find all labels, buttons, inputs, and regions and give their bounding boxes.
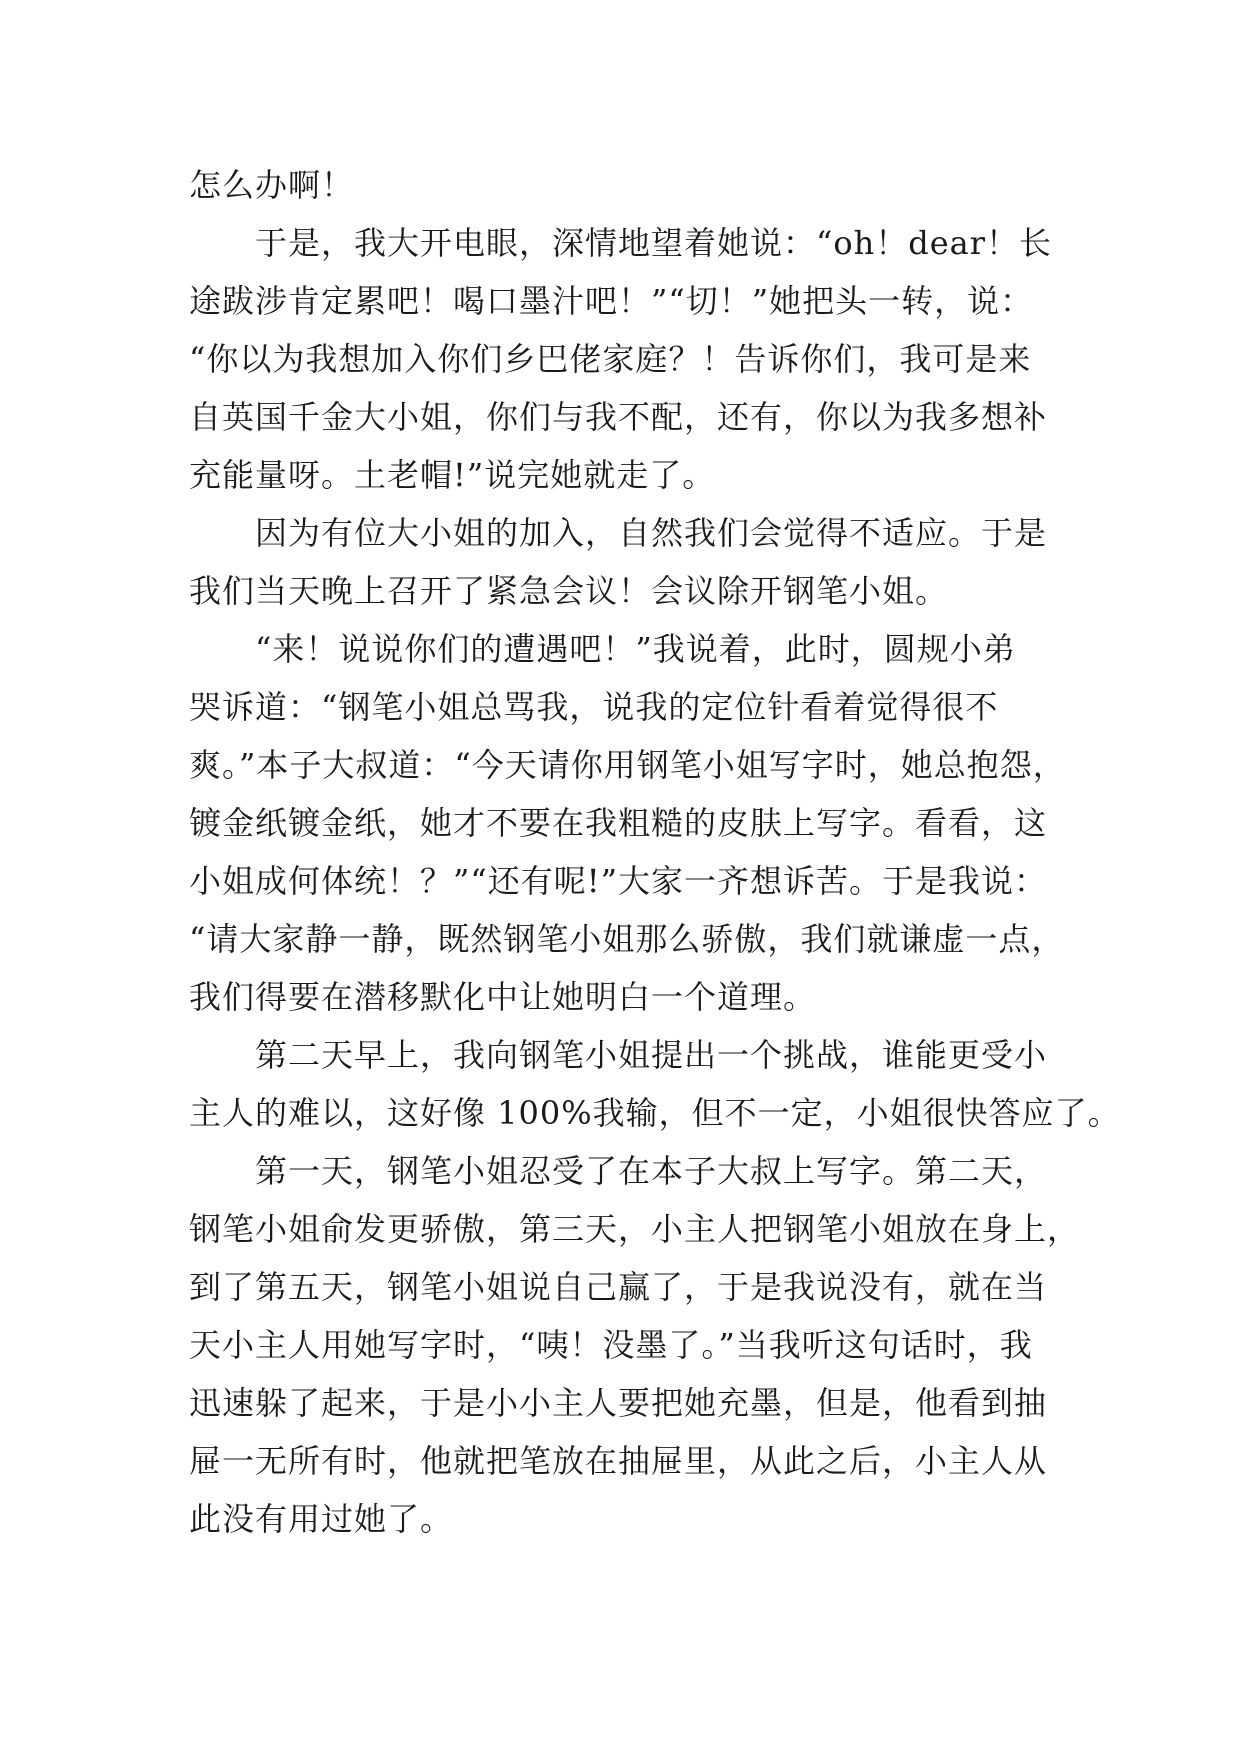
text-line: “你以为我想加入你们乡巴佬家庭？！告诉你们，我可是来 bbox=[189, 340, 1032, 378]
text-line: 此没有用过她了。 bbox=[189, 1500, 454, 1538]
text-line: 屉一无所有时，他就把笔放在抽屉里，从此之后，小主人从 bbox=[189, 1442, 1048, 1480]
text-line: 小姐成何体统！？”“还有呢!”大家一齐想诉苦。于是我说： bbox=[189, 862, 1047, 900]
text-line: 到了第五天，钢笔小姐说自己赢了，于是我说没有，就在当 bbox=[189, 1268, 1048, 1306]
document-body bbox=[189, 156, 1121, 1548]
text-line: 我们当天晚上召开了紧急会议！会议除开钢笔小姐。 bbox=[189, 572, 949, 610]
text-line: 自英国千金大小姐，你们与我不配，还有，你以为我多想补 bbox=[189, 398, 1048, 436]
text-line: “请大家静一静，既然钢笔小姐那么骄傲，我们就谦虚一点， bbox=[189, 920, 1065, 958]
text-line: 第一天，钢笔小姐忍受了在本子大叔上写字。第二天， bbox=[255, 1152, 1048, 1190]
text-line: 怎么办啊！ bbox=[189, 166, 355, 204]
text-line: 途跋涉肯定累吧！喝口墨汁吧！”“切！”她把头一转，说： bbox=[189, 282, 1034, 320]
text-line: 镀金纸镀金纸，她才不要在我粗糙的皮肤上写字。看看，这 bbox=[189, 804, 1048, 842]
text-line: 钢笔小姐俞发更骄傲，第三天，小主人把钢笔小姐放在身上， bbox=[189, 1210, 1081, 1248]
text-line: 爽。”本子大叔道：“今天请你用钢笔小姐写字时，她总抱怨， bbox=[189, 746, 1066, 784]
text-line: 第二天早上，我向钢笔小姐提出一个挑战，谁能更受小 bbox=[255, 1036, 1048, 1074]
text-line: 迅速躲了起来，于是小小主人要把她充墨，但是，他看到抽 bbox=[189, 1384, 1048, 1422]
text-line: 因为有位大小姐的加入，自然我们会觉得不适应。于是 bbox=[255, 514, 1048, 552]
text-line: 天小主人用她写字时，“咦！没墨了。”当我听这句话时，我 bbox=[189, 1326, 1033, 1364]
text-line: 充能量呀。土老帽!”说完她就走了。 bbox=[189, 456, 716, 494]
text-line: 主人的难以，这好像 100%我输，但不一定，小姐很快答应了。 bbox=[189, 1094, 1121, 1132]
text-line: 哭诉道：“钢笔小姐总骂我，说我的定位针看着觉得很不 bbox=[189, 688, 999, 726]
text-line: 我们得要在潜移默化中让她明白一个道理。 bbox=[189, 978, 817, 1016]
text-line: 于是，我大开电眼，深情地望着她说：“oh！dear！长 bbox=[255, 224, 1053, 262]
text-line: “来！说说你们的遭遇吧！”我说着，此时，圆规小弟 bbox=[255, 630, 1016, 668]
